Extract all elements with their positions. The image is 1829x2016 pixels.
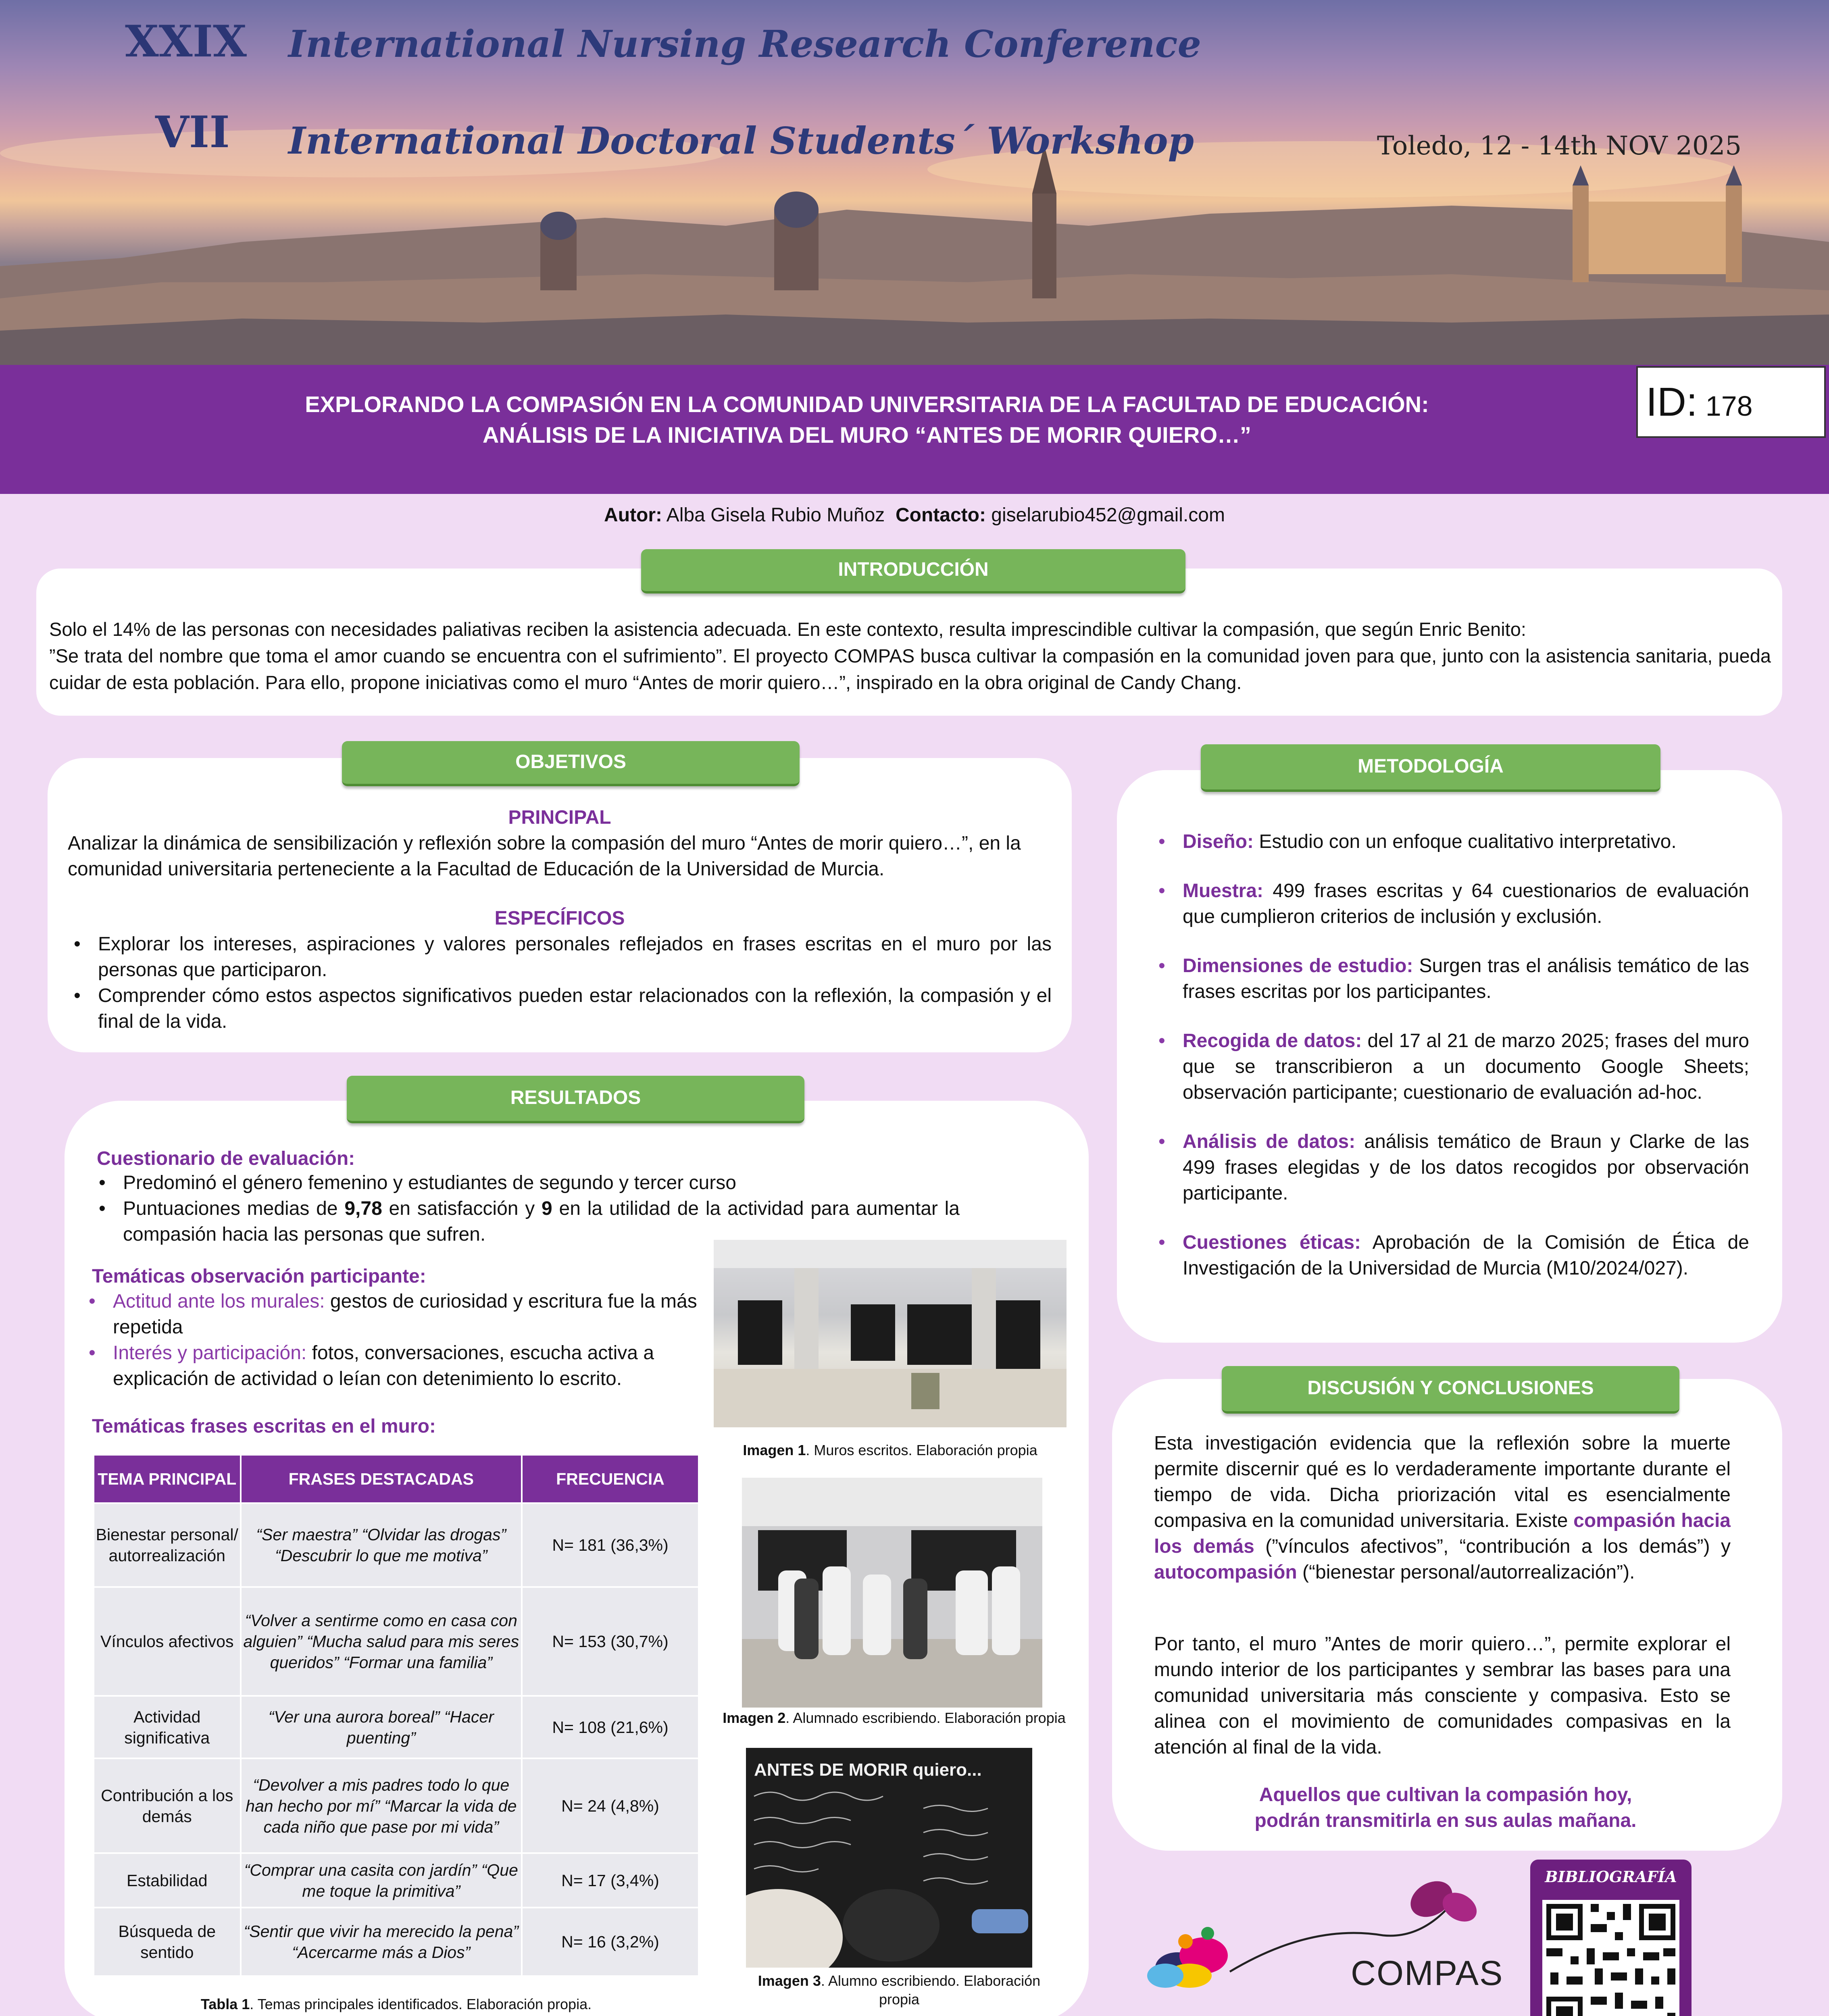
- photo-walls: [714, 1240, 1067, 1427]
- method-text: del 17 al 21 de marzo 2025; frases del muro que se transcribieron a un documento Google Sheets; observación participante; cuestionario de evaluación ad-hoc.: [1183, 1030, 1750, 1103]
- table-row: Búsqueda de sentido “Sentir que vivir ha merecido la pena” “Acercarme más a Dios” N= 16 (3,2%): [94, 1908, 699, 1976]
- title-line-1: EXPLORANDO LA COMPASIÓN EN LA COMUNIDAD UNIVERSITARIA DE LA FACULTAD DE EDUCACIÓN:: [305, 392, 1429, 417]
- image1-caption: Imagen 1. Muros escritos. Elaboración propia: [743, 1442, 1037, 1458]
- method-label: Diseño:: [1183, 831, 1254, 852]
- place-date: Toledo, 12 - 14th NOV 2025: [1377, 131, 1742, 161]
- author-name: Alba Gisela Rubio Muñoz: [666, 504, 885, 526]
- intro-line-1: Solo el 14% de las personas con necesidades paliativas reciben la asistencia adecuada. En este contexto, resulta imprescindible cultivar la compasión, que según Enric Benito:: [49, 619, 1526, 640]
- intro-text: [49, 616, 1771, 696]
- intro-heading: INTRODUCCIÓN: [641, 549, 1185, 594]
- edition-vii: VII: [155, 107, 230, 158]
- method-text: Aprobación de la Comisión de Ética de Investigación de la Universidad de Murcia (M10/2024/027).: [1183, 1232, 1749, 1279]
- workshop-name: International Doctoral Students´ Workshop: [288, 119, 1194, 162]
- principal-text: Analizar la dinámica de sensibilización y reflexión sobre la compasión del muro “Antes de morir quiero…”, en la comunidad universitaria perteneciente a la Facultad de Educación de la Universidad de Murcia.: [68, 833, 1021, 880]
- method-label: Análisis de datos:: [1183, 1131, 1356, 1152]
- title-line-2: ANÁLISIS DE LA INICIATIVA DEL MURO “ANTES DE MORIR QUIERO…”: [482, 422, 1252, 448]
- method-label: Muestra:: [1183, 880, 1264, 902]
- author-label: Autor:: [604, 504, 662, 526]
- bibliography-card[interactable]: [1530, 1860, 1692, 2016]
- poster-title: [121, 389, 1613, 450]
- specific-list: [68, 931, 1052, 1035]
- author-line: [0, 504, 1829, 526]
- compas-logo-text: COMPAS: [1351, 1954, 1504, 1993]
- contact-label: Contacto:: [895, 504, 986, 526]
- observation-item: • Actitud ante los murales: gestos de curiosidad y escritura fue la más repetida: [83, 1289, 702, 1340]
- id-box: [1636, 366, 1826, 438]
- contact-email[interactable]: giselarubio452@gmail.com: [991, 504, 1225, 526]
- discussion-p2: Por tanto, el muro ”Antes de morir quiero…”, permite explorar el mundo interior de los participantes y sembrar las bases para una comunidad universitaria más consciente y compasiva. Esto se alinea con el movimiento de comunidades compasivas en la atención al final de la vida.: [1154, 1633, 1731, 1758]
- photo-students: [742, 1478, 1042, 1708]
- principal-label: PRINCIPAL: [508, 807, 611, 828]
- questionnaire-list: [93, 1170, 960, 1248]
- discussion-heading: DISCUSIÓN Y CONCLUSIONES: [1222, 1366, 1679, 1414]
- specific-item: • Explorar los intereses, aspiraciones y valores personales reflejados en frases escritas en el muro por las personas que participaron.: [68, 931, 1052, 983]
- method-item-sample: [1152, 878, 1749, 930]
- methodology-list: [1152, 829, 1749, 1281]
- students-image: [742, 1478, 1042, 1708]
- table-header: TEMA PRINCIPAL: [94, 1455, 241, 1503]
- table-caption: Tabla 1. Temas principales identificados. Elaboración propia.: [200, 1996, 592, 2012]
- table-header: FRECUENCIA: [522, 1455, 699, 1503]
- specific-label: ESPECÍFICOS: [494, 908, 625, 929]
- observation-label: Temáticas observación participante:: [92, 1266, 426, 1287]
- method-text: 499 frases escritas y 64 cuestionarios de evaluación que cumplieron criterios de inclusión y exclusión.: [1183, 880, 1749, 927]
- method-text: análisis temático de Braun y Clarke de las 499 frases elegidas y de los datos recogidos por observación participante.: [1183, 1131, 1750, 1204]
- method-label: Cuestiones éticas:: [1183, 1232, 1361, 1253]
- method-item-dimensions: [1152, 953, 1749, 1005]
- walls-image: [714, 1240, 1067, 1427]
- closing-quote: Aquellos que cultivan la compasión hoy, podrán transmitirla en sus aulas mañana.: [1254, 1784, 1637, 1831]
- observation-item: • Interés y participación: fotos, conversaciones, escucha activa a explicación de actividad o leían con detenimiento lo escrito.: [83, 1340, 702, 1392]
- methodology-heading: METODOLOGÍA: [1201, 744, 1660, 792]
- table-row: Actividad significativa “Ver una aurora boreal” “Hacer puenting” N= 108 (21,6%): [94, 1696, 699, 1758]
- questionnaire-item: • Puntuaciones medias de 9,78 en satisfacción y 9 en la utilidad de la actividad para aumentar la compasión hacia las personas que sufren.: [93, 1196, 960, 1248]
- board-writing: [746, 1748, 1032, 1968]
- method-item-design: [1152, 829, 1749, 855]
- discussion-p1: Esta investigación evidencia que la reflexión sobre la muerte permite discernir qué es lo verdaderamente importante durante el tiempo de vida. Dicha priorización vital es esencialmente compasiva en la comunidad universitaria. Existe compasión hacia los demás (”vínculos afectivos”, “contribución a los demás”) y autocompasión (“bienestar personal/autorrealización”).: [1154, 1433, 1731, 1583]
- phrases-label: Temáticas frases escritas en el muro:: [92, 1416, 436, 1437]
- method-text: Estudio con un enfoque cualitativo interpretativo.: [1254, 831, 1677, 852]
- questionnaire-item: • Predominó el género femenino y estudiantes de segundo y tercer curso: [93, 1170, 960, 1196]
- image3-caption: Imagen 3. Alumno escribiendo. Elaboración propia: [758, 1972, 1041, 2008]
- photo-board: [746, 1748, 1032, 1968]
- table-row: Vínculos afectivos “Volver a sentirme como en casa con alguien” “Mucha salud para mis seres queridos” “Formar una familia” N= 153 (30,7%): [94, 1587, 699, 1696]
- conference-name: International Nursing Research Conference: [288, 22, 1202, 66]
- questionnaire-label: Cuestionario de evaluación:: [97, 1148, 355, 1169]
- image2-caption: Imagen 2. Alumnado escribiendo. Elaboración propia: [723, 1710, 1066, 1726]
- specific-item: • Comprender cómo estos aspectos significativos pueden estar relacionados con la reflexión, la compasión y el final de la vida.: [68, 983, 1052, 1035]
- method-label: Dimensiones de estudio:: [1183, 955, 1413, 977]
- header-banner: [0, 0, 1829, 365]
- table-row: Bienestar personal/ autorrealización “Ser maestra” “Olvidar las drogas” “Descubrir lo que me motiva” N= 181 (36,3%): [94, 1503, 699, 1587]
- bibliography-qr-code[interactable]: [1542, 1900, 1679, 2016]
- method-item-analysis: [1152, 1129, 1749, 1206]
- results-heading: RESULTADOS: [347, 1076, 804, 1123]
- method-label: Recogida de datos:: [1183, 1030, 1362, 1052]
- observation-list: [83, 1289, 702, 1392]
- intro-line-2: ”Se trata del nombre que toma el amor cuando se encuentra con el sufrimiento”. El proyecto COMPAS busca cultivar la compasión en la comunidad joven para que, junto con la asistencia sanitaria, pueda cuidar de esta población. Para ello, propone iniciativas como el muro “Antes de morir quiero…”, inspirado en la obra original de Candy Chang.: [49, 645, 1771, 693]
- id-value: 178: [1705, 390, 1753, 422]
- compas-logo: [1141, 1875, 1512, 1996]
- bibliography-label: BIBLIOGRAFÍA: [1545, 1868, 1677, 1886]
- board-title: ANTES DE MORIR quiero...: [754, 1760, 982, 1780]
- method-item-collection: [1152, 1028, 1749, 1106]
- method-item-ethics: [1152, 1230, 1749, 1281]
- objectives-heading: OBJETIVOS: [342, 741, 800, 786]
- method-text: Surgen tras el análisis temático de las frases escritas por los participantes.: [1183, 955, 1749, 1002]
- themes-table: [93, 1454, 700, 1977]
- edition-xxix: XXIX: [125, 16, 247, 67]
- table-row: Estabilidad “Comprar una casita con jardín” “Que me toque la primitiva” N= 17 (3,4%): [94, 1853, 699, 1908]
- id-label: ID:: [1646, 379, 1698, 425]
- table-row: Contribución a los demás “Devolver a mis padres todo lo que han hecho por mí” “Marcar la vida de cada niño que pase por mi vida” N= 24 (4,8%): [94, 1758, 699, 1853]
- table-header: FRASES DESTACADAS: [241, 1455, 522, 1503]
